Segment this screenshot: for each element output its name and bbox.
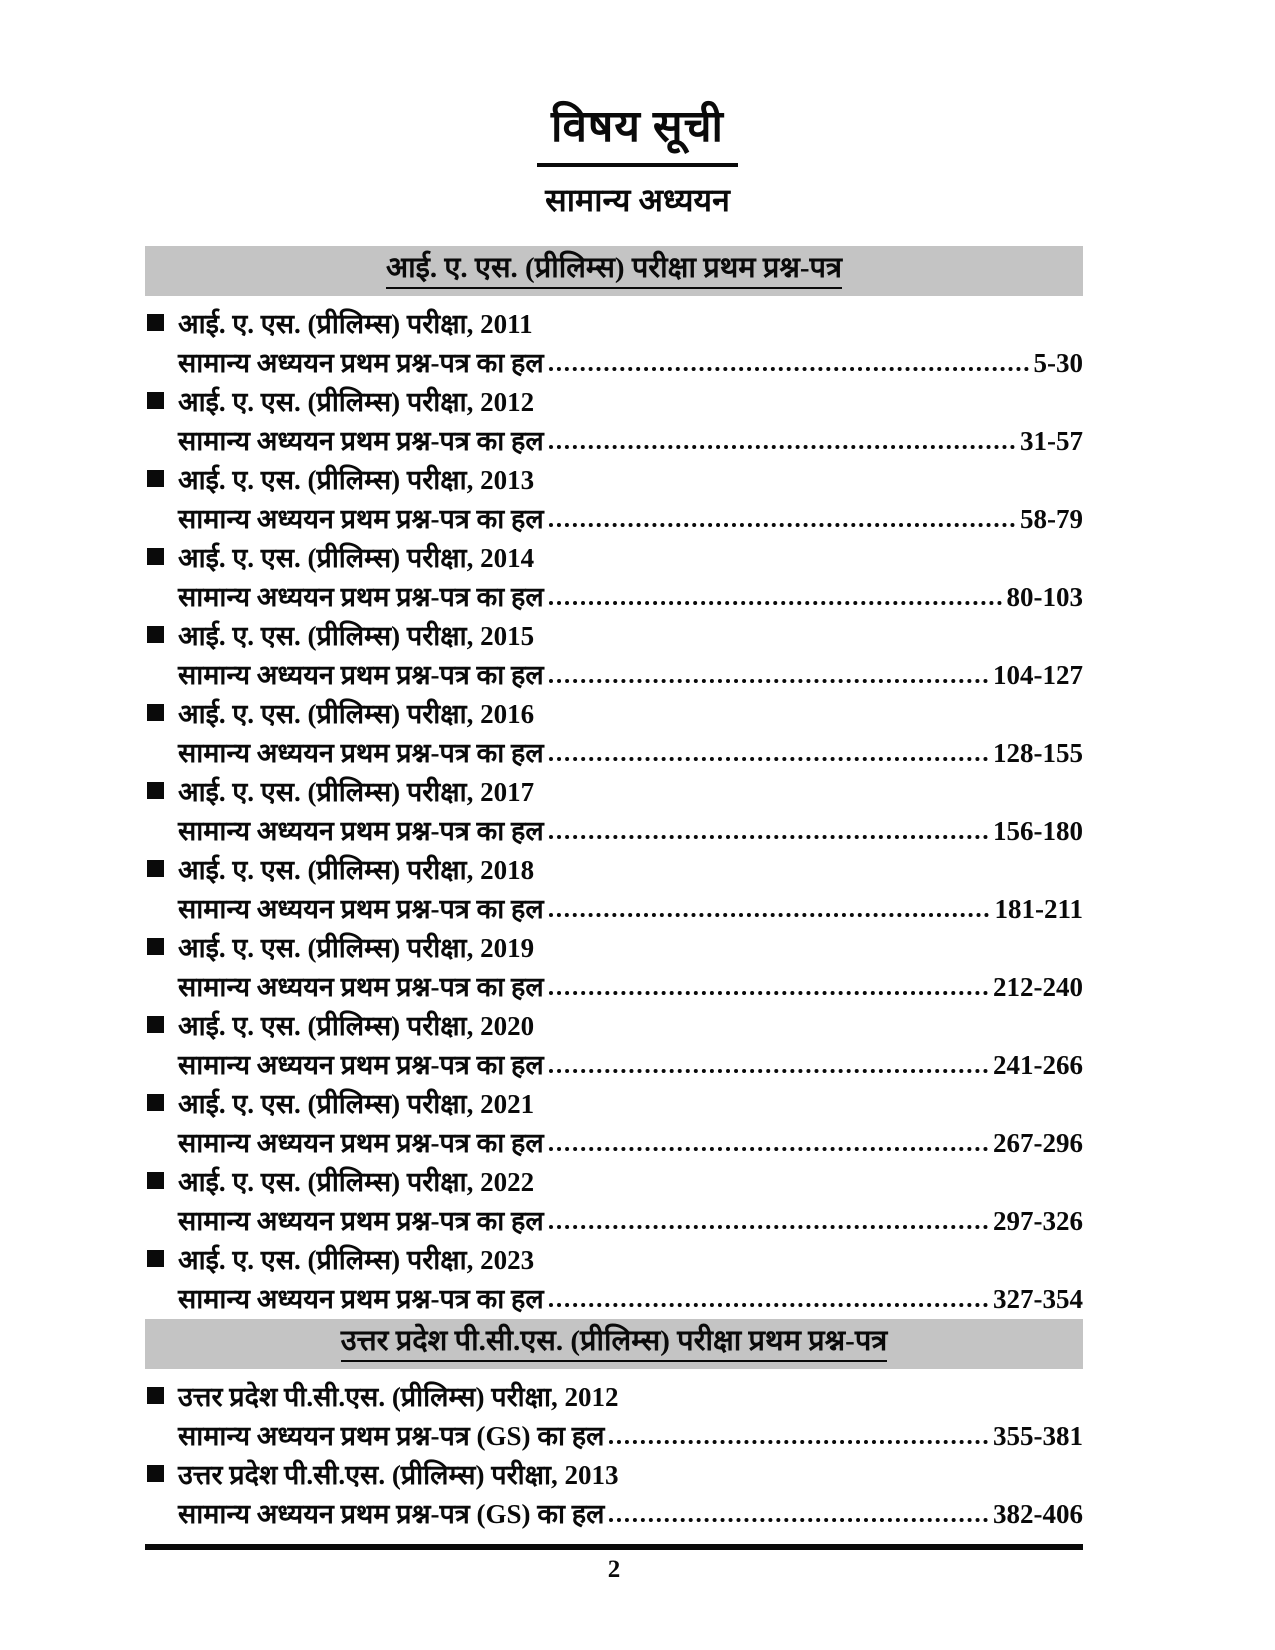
entry-title-row [145, 1161, 1083, 1200]
entry-title: आई. ए. एस. (प्रीलिम्स) परीक्षा, 2014 [178, 543, 535, 573]
toc-section [145, 246, 1083, 1317]
entry-subtitle: सामान्य अध्ययन प्रथम प्रश्न-पत्र (GS) का हल [178, 1421, 605, 1452]
page-subtitle: सामान्य अध्ययन [545, 181, 730, 218]
entry-title-row [145, 537, 1083, 576]
entry-title: आई. ए. एस. (प्रीलिम्स) परीक्षा, 2016 [178, 699, 535, 729]
square-bullet-icon [147, 1016, 164, 1033]
entry-subtitle-row [145, 1122, 1083, 1161]
entry-title: आई. ए. एस. (प्रीलिम्स) परीक्षा, 2020 [178, 1011, 535, 1041]
entry-pages: 212-240 [993, 972, 1083, 1003]
entry-subtitle-row [145, 732, 1083, 771]
entry-title-row [145, 927, 1083, 966]
toc-entry [145, 771, 1083, 849]
square-bullet-icon [147, 782, 164, 799]
entry-subtitle-row [145, 1200, 1083, 1239]
entry-title: आई. ए. एस. (प्रीलिम्स) परीक्षा, 2011 [178, 309, 533, 339]
entry-pages: 80-103 [1006, 582, 1083, 613]
square-bullet-icon [147, 1387, 164, 1404]
entry-title: आई. ए. एस. (प्रीलिम्स) परीक्षा, 2015 [178, 621, 535, 651]
section-header-text: आई. ए. एस. (प्रीलिम्स) परीक्षा प्रथम प्रश्न-पत्र [386, 253, 842, 290]
entry-subtitle-row [145, 498, 1083, 537]
entry-pages: 128-155 [993, 738, 1083, 769]
square-bullet-icon [147, 626, 164, 643]
entry-subtitle-row [145, 1278, 1083, 1317]
dot-leader [549, 601, 1002, 605]
entry-subtitle: सामान्य अध्ययन प्रथम प्रश्न-पत्र का हल [178, 504, 544, 535]
entry-title: आई. ए. एस. (प्रीलिम्स) परीक्षा, 2022 [178, 1167, 535, 1197]
entry-subtitle: सामान्य अध्ययन प्रथम प्रश्न-पत्र का हल [178, 660, 544, 691]
entry-pages: 327-354 [993, 1284, 1083, 1315]
entry-title-row [145, 849, 1083, 888]
toc-entry [145, 459, 1083, 537]
square-bullet-icon [147, 548, 164, 565]
entry-title: आई. ए. एस. (प्रीलिम्स) परीक्षा, 2023 [178, 1245, 535, 1275]
entry-pages: 355-381 [993, 1421, 1083, 1452]
entry-subtitle: सामान्य अध्ययन प्रथम प्रश्न-पत्र का हल [178, 1284, 544, 1315]
entry-subtitle: सामान्य अध्ययन प्रथम प्रश्न-पत्र का हल [178, 894, 544, 925]
dot-leader [549, 835, 988, 839]
entry-pages: 5-30 [1033, 348, 1083, 379]
toc-entry [145, 1239, 1083, 1317]
entry-subtitle-row [145, 342, 1083, 381]
section-header [145, 1319, 1083, 1369]
entry-title-row [145, 771, 1083, 810]
entry-title-row [145, 1376, 1083, 1415]
toc-entry [145, 1083, 1083, 1161]
footer-rule [145, 1544, 1083, 1550]
entry-title-row [145, 1083, 1083, 1122]
dot-leader [549, 445, 1015, 449]
entry-subtitle: सामान्य अध्ययन प्रथम प्रश्न-पत्र का हल [178, 972, 544, 1003]
dot-leader [549, 1147, 988, 1151]
entry-subtitle: सामान्य अध्ययन प्रथम प्रश्न-पत्र का हल [178, 1206, 544, 1237]
section-header-text: उत्तर प्रदेश पी.सी.एस. (प्रीलिम्स) परीक्षा प्रथम प्रश्न-पत्र [341, 1326, 888, 1363]
entry-title: आई. ए. एस. (प्रीलिम्स) परीक्षा, 2017 [178, 777, 535, 807]
page-title: विषय सूची [537, 102, 738, 167]
entry-pages: 31-57 [1020, 426, 1083, 457]
entry-subtitle: सामान्य अध्ययन प्रथम प्रश्न-पत्र का हल [178, 348, 544, 379]
square-bullet-icon [147, 392, 164, 409]
toc-entry [145, 1376, 1083, 1454]
entry-pages: 58-79 [1020, 504, 1083, 535]
entry-subtitle-row [145, 1044, 1083, 1083]
entry-subtitle-row [145, 420, 1083, 459]
entry-subtitle-row [145, 1493, 1083, 1532]
toc-entry [145, 615, 1083, 693]
entry-subtitle: सामान्य अध्ययन प्रथम प्रश्न-पत्र का हल [178, 816, 544, 847]
page-subtitle-wrap [0, 183, 1275, 218]
dot-leader [549, 367, 1029, 371]
dot-leader [549, 523, 1015, 527]
dot-leader [549, 1303, 988, 1307]
entry-subtitle-row [145, 966, 1083, 1005]
dot-leader [549, 1069, 988, 1073]
square-bullet-icon [147, 704, 164, 721]
section-entries [145, 1369, 1083, 1532]
toc-entry [145, 1161, 1083, 1239]
entry-pages: 267-296 [993, 1128, 1083, 1159]
entry-title: आई. ए. एस. (प्रीलिम्स) परीक्षा, 2013 [178, 465, 535, 495]
toc-entry [145, 849, 1083, 927]
entry-title-row [145, 615, 1083, 654]
entry-subtitle-row [145, 810, 1083, 849]
toc-entry [145, 927, 1083, 1005]
dot-leader [549, 913, 990, 917]
entry-subtitle: सामान्य अध्ययन प्रथम प्रश्न-पत्र का हल [178, 582, 544, 613]
toc-section [145, 1319, 1083, 1532]
entry-subtitle: सामान्य अध्ययन प्रथम प्रश्न-पत्र का हल [178, 1050, 544, 1081]
square-bullet-icon [147, 1172, 164, 1189]
page-number: 2 [607, 1556, 621, 1583]
entry-subtitle-row [145, 888, 1083, 927]
toc-entry [145, 303, 1083, 381]
square-bullet-icon [147, 1465, 164, 1482]
toc-entry [145, 1005, 1083, 1083]
square-bullet-icon [147, 860, 164, 877]
square-bullet-icon [147, 314, 164, 331]
toc-entry [145, 537, 1083, 615]
square-bullet-icon [147, 1094, 164, 1111]
toc-content [145, 246, 1083, 1584]
entry-pages: 382-406 [993, 1499, 1083, 1530]
entry-title: आई. ए. एस. (प्रीलिम्स) परीक्षा, 2021 [178, 1089, 535, 1119]
dot-leader [549, 679, 988, 683]
dot-leader [549, 1225, 988, 1229]
entry-pages: 156-180 [993, 816, 1083, 847]
entry-subtitle: सामान्य अध्ययन प्रथम प्रश्न-पत्र (GS) का हल [178, 1499, 605, 1530]
entry-title-row [145, 693, 1083, 732]
toc-entry [145, 693, 1083, 771]
entry-title-row [145, 1454, 1083, 1493]
toc-sections [145, 246, 1083, 1532]
entry-title-row [145, 1005, 1083, 1044]
entry-title-row [145, 303, 1083, 342]
entry-title-row [145, 1239, 1083, 1278]
dot-leader [609, 1440, 988, 1444]
entry-pages: 104-127 [993, 660, 1083, 691]
toc-entry [145, 381, 1083, 459]
dot-leader [609, 1518, 988, 1522]
page-title-wrap [0, 0, 1275, 167]
entry-title: आई. ए. एस. (प्रीलिम्स) परीक्षा, 2019 [178, 933, 535, 963]
entry-title: उत्तर प्रदेश पी.सी.एस. (प्रीलिम्स) परीक्षा, 2013 [178, 1460, 619, 1490]
entry-title: आई. ए. एस. (प्रीलिम्स) परीक्षा, 2018 [178, 855, 535, 885]
entry-subtitle-row [145, 1415, 1083, 1454]
toc-entry [145, 1454, 1083, 1532]
entry-subtitle: सामान्य अध्ययन प्रथम प्रश्न-पत्र का हल [178, 426, 544, 457]
section-entries [145, 296, 1083, 1317]
entry-pages: 181-211 [994, 894, 1083, 925]
entry-subtitle-row [145, 576, 1083, 615]
square-bullet-icon [147, 470, 164, 487]
entry-pages: 241-266 [993, 1050, 1083, 1081]
entry-subtitle: सामान्य अध्ययन प्रथम प्रश्न-पत्र का हल [178, 738, 544, 769]
entry-title: उत्तर प्रदेश पी.सी.एस. (प्रीलिम्स) परीक्षा, 2012 [178, 1382, 619, 1412]
entry-subtitle-row [145, 654, 1083, 693]
dot-leader [549, 757, 988, 761]
entry-title-row [145, 381, 1083, 420]
dot-leader [549, 991, 988, 995]
square-bullet-icon [147, 938, 164, 955]
square-bullet-icon [147, 1250, 164, 1267]
section-header [145, 246, 1083, 296]
entry-title-row [145, 459, 1083, 498]
entry-title: आई. ए. एस. (प्रीलिम्स) परीक्षा, 2012 [178, 387, 535, 417]
entry-pages: 297-326 [993, 1206, 1083, 1237]
entry-subtitle: सामान्य अध्ययन प्रथम प्रश्न-पत्र का हल [178, 1128, 544, 1159]
